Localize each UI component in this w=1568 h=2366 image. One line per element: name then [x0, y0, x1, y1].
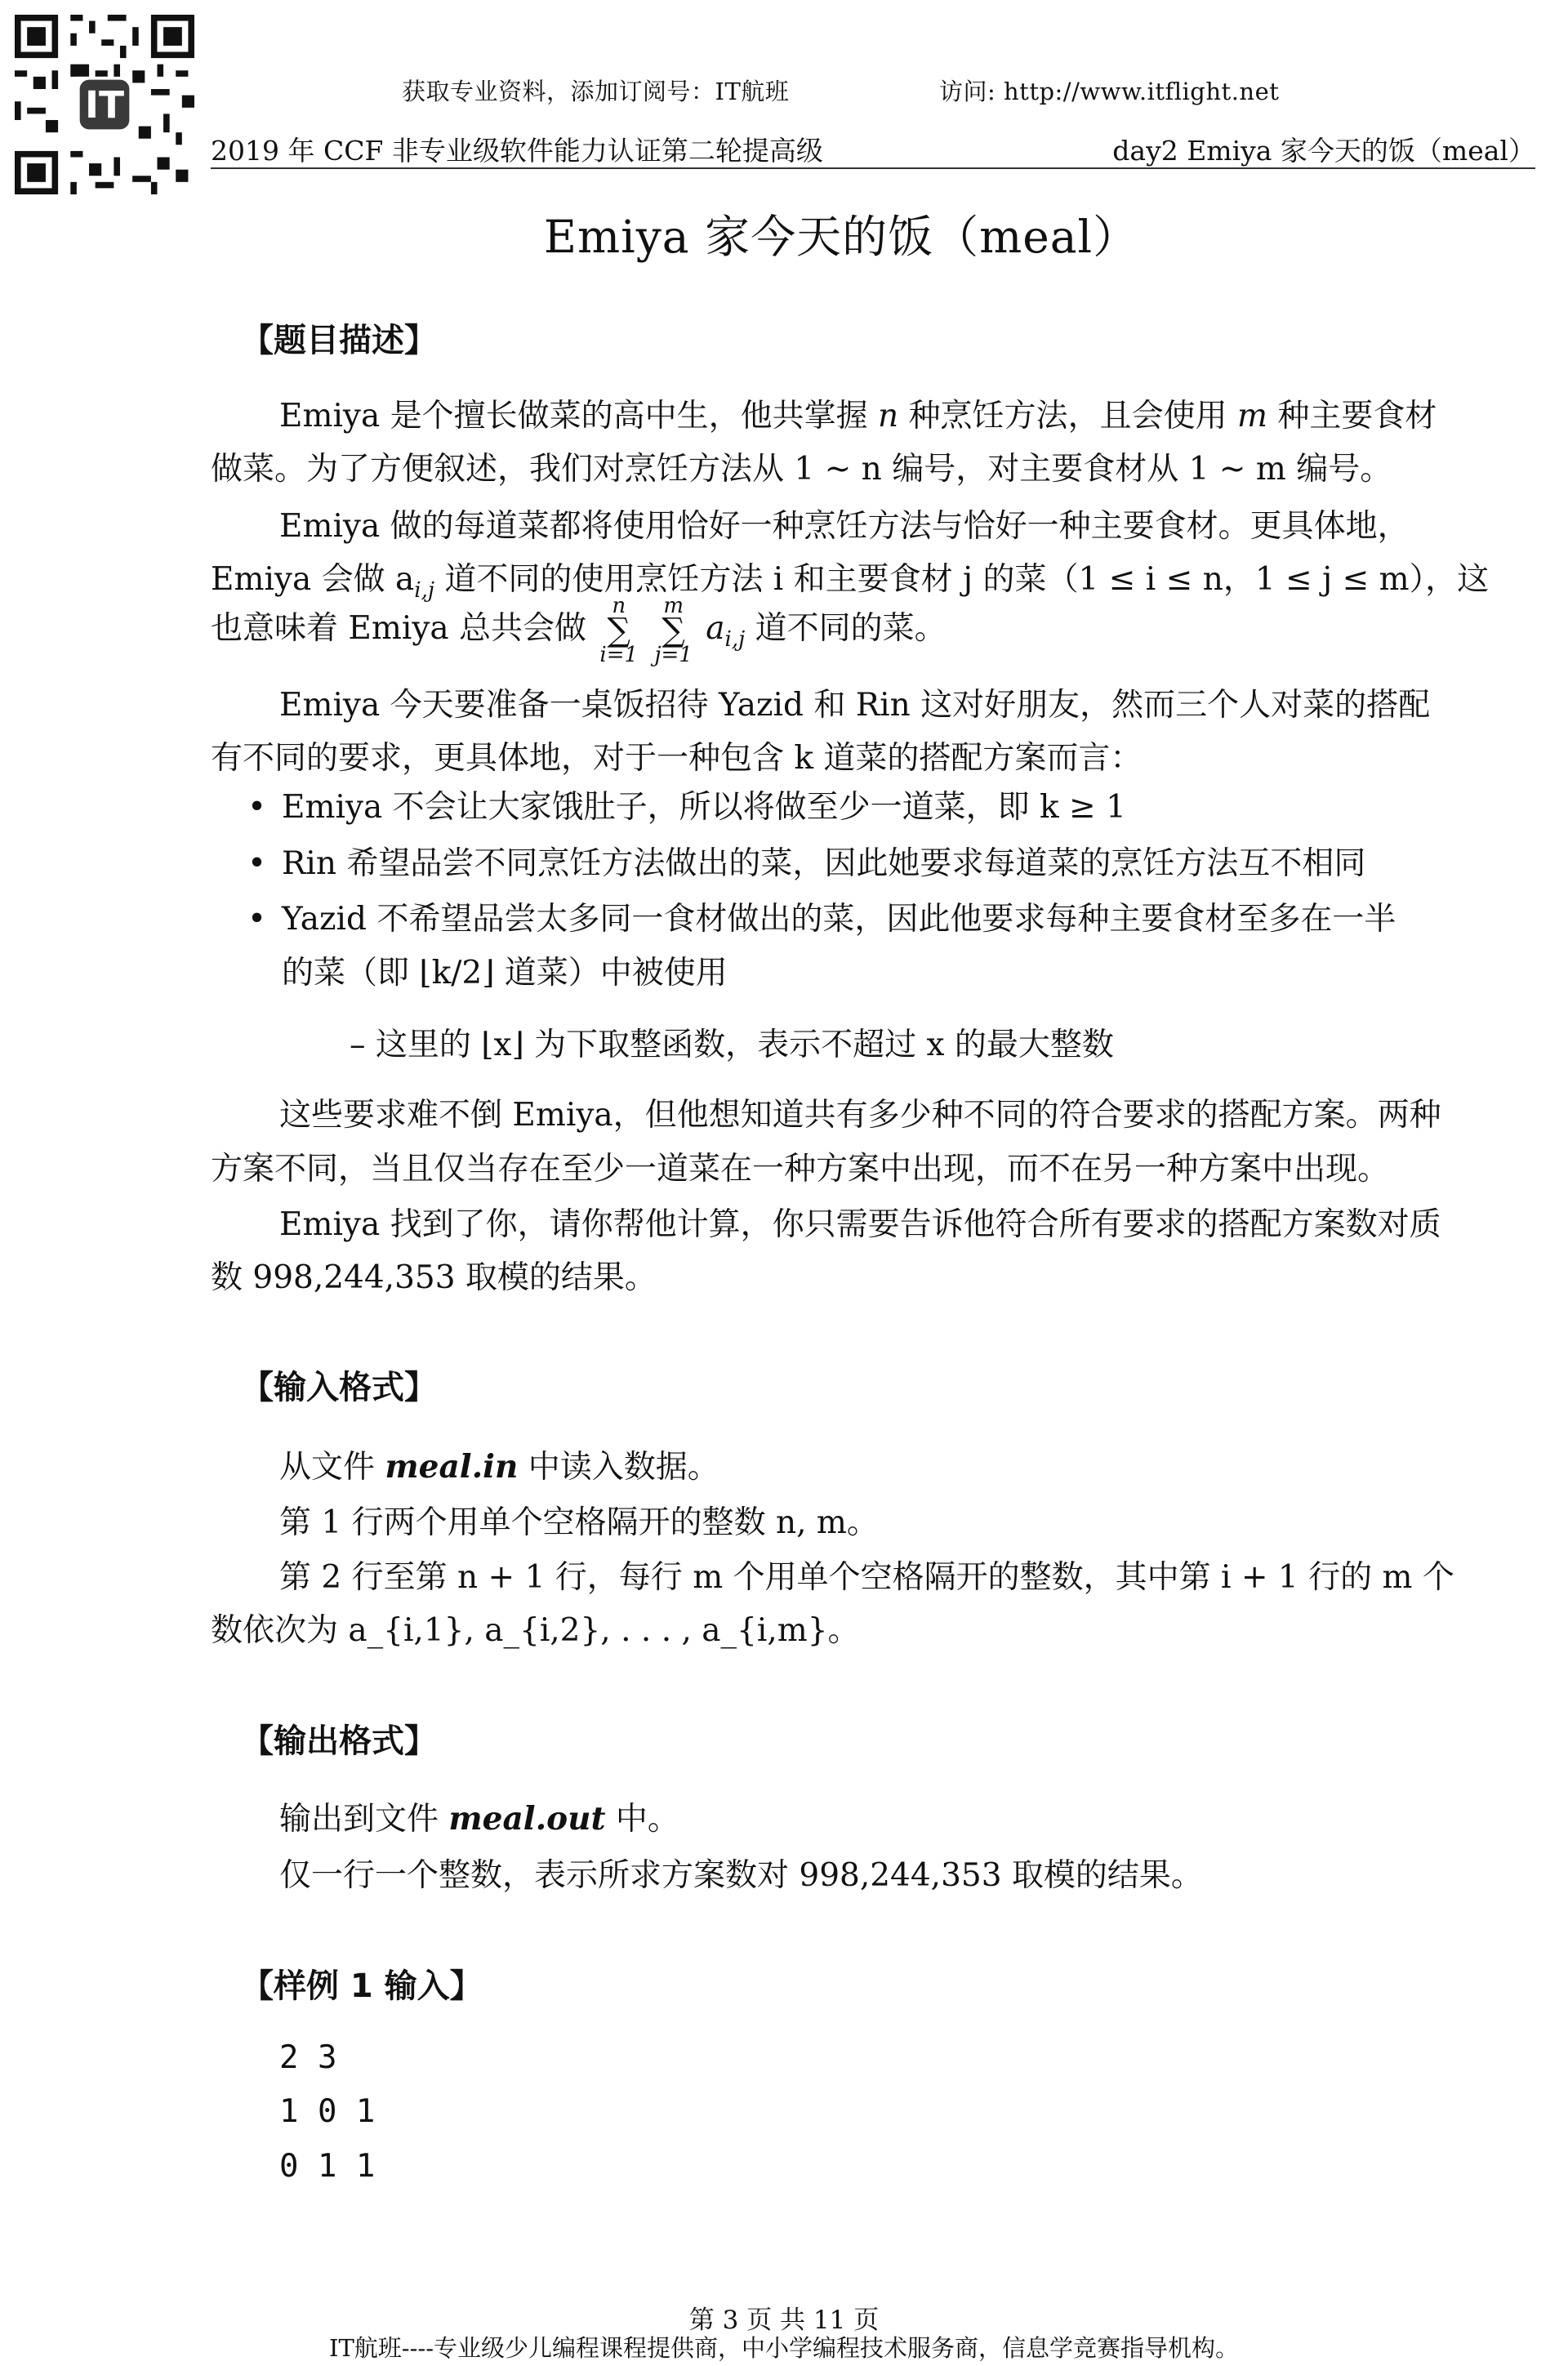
promo-subscription-text: 获取专业资料，添加订阅号：IT航班 [402, 78, 790, 105]
emphasis-main-ingredient: 主要食材 [1309, 398, 1437, 434]
desc-paragraph-3-line-2: 有不同的要求，更具体地，对于一种包含 k 道菜的搭配方案而言： [211, 740, 1143, 777]
input-format-line-1: 从文件 meal.in 中读入数据。 [279, 1448, 719, 1486]
desc-paragraph-3-line-1: Emiya 今天要准备一桌饭招待 Yazid 和 Rin 这对好朋友，然而三个人对菜的搭配 [279, 687, 1431, 724]
section-input-heading: 【输入格式】 [241, 1369, 437, 1406]
emphasis-cooking-method: 烹饪方法 [940, 398, 1068, 434]
requirement-bullet-1: • Emiya 不会让大家饿肚子，所以将做至少一道菜，即 k ≥ 1 [282, 781, 1126, 834]
section-sample1-input-heading: 【样例 1 输入】 [241, 1967, 483, 2005]
desc-paragraph-1-line-2: 做菜。为了方便叙述，我们对烹饪方法从 1 ~ n 编号，对主要食材从 1 ~ m 编号。 [211, 451, 1392, 488]
requirement-bullet-3: • Yazid 不希望品尝太多同一食材做出的菜，因此他要求每种主要食材至多在一半 [282, 893, 1396, 946]
footer-note: IT航班----专业级少儿编程课程提供商，中小学编程技术服务商，信息学竞赛指导机构。 [329, 2334, 1239, 2362]
section-description-heading: 【题目描述】 [241, 322, 437, 359]
input-format-line-2: 第 1 行两个用单个空格隔开的整数 n, m。 [279, 1504, 879, 1541]
promo-website-link[interactable]: 访问: http://www.itflight.net [939, 78, 1280, 105]
input-format-line-3: 第 2 行至第 n + 1 行，每行 m 个用单个空格隔开的整数，其中第 i + 1 行的 m 个 [279, 1559, 1454, 1596]
output-file-name: meal.out [448, 1800, 606, 1838]
input-file-name: meal.in [385, 1448, 519, 1486]
desc-paragraph-5-line-2: 数 998,244,353 取模的结果。 [211, 1259, 657, 1296]
sum-over-i: n ∑ i=1 [599, 594, 639, 667]
page-number: 第 3 页 共 11 页 [688, 2306, 880, 2335]
desc-paragraph-5-line-1: Emiya 找到了你，请你帮他计算，你只需要告诉他符合所有要求的搭配方案数对质 [279, 1206, 1441, 1243]
desc-paragraph-2-line-3: 也意味着 Emiya 总共会做 n ∑ i=1 m ∑ j=1 $a_{i,j}$ 道不同的菜。 [211, 594, 947, 667]
output-format-line-1: 输出到文件 meal.out 中。 [279, 1800, 679, 1838]
requirement-bullet-2: • Rin 希望品尝不同烹饪方法做出的菜，因此她要求每道菜的烹饪方法互不相同 [282, 837, 1365, 890]
sum-over-j: m ∑ j=1 [654, 594, 693, 667]
desc-paragraph-1-line-1: Emiya 是个擅长做菜的高中生，他共掌握 n 种烹饪方法，且会使用 m 种主要食材 [279, 398, 1437, 434]
problem-title: Emiya 家今天的饭（meal） [543, 211, 1139, 263]
desc-paragraph-4-line-1: 这些要求难不倒 Emiya，但他想知道共有多少种不同的符合要求的搭配方案。两种 [279, 1097, 1441, 1134]
output-format-line-2: 仅一行一个整数，表示所求方案数对 998,244,353 取模的结果。 [279, 1857, 1203, 1894]
sample1-input-line-1: 2 3 [279, 2039, 337, 2076]
qr-code-image [15, 15, 194, 194]
running-header [211, 127, 1535, 169]
section-output-heading: 【输出格式】 [241, 1722, 437, 1760]
svg-text:IT: IT [85, 82, 124, 127]
desc-paragraph-2-line-1: Emiya 做的每道菜都将使用恰好一种烹饪方法与恰好一种主要食材。更具体地， [279, 508, 1410, 545]
desc-paragraph-4-line-2: 方案不同，当且仅当存在至少一道菜在一种方案中出现，而不在另一种方案中出现。 [211, 1151, 1390, 1187]
running-header-right: day2 Emiya 家今天的饭（meal） [1112, 135, 1535, 167]
desc-paragraph-2-line-2: Emiya 会做 $a_{i,j}$ 道不同的使用烹饪方法 i 和主要食材 j 的菜（1 ≤ i ≤ n，1 ≤ j ≤ m），这 [211, 561, 1490, 603]
sample1-input-line-2: 1 0 1 [279, 2093, 376, 2130]
requirement-bullet-3-continuation: 的菜（即 ⌊k/2⌋ 道菜）中被使用 [282, 955, 728, 991]
running-header-left: 2019 年 CCF 非专业级软件能力认证第二轮提高级 [211, 135, 823, 167]
sample1-input-line-3: 0 1 1 [279, 2148, 376, 2185]
floor-function-note: – 这里的 ⌊x⌋ 为下取整函数，表示不超过 x 的最大整数 [350, 1027, 1114, 1063]
input-format-line-4: 数依次为 a_{i,1}, a_{i,2}, . . . , a_{i,m}。 [211, 1612, 860, 1649]
